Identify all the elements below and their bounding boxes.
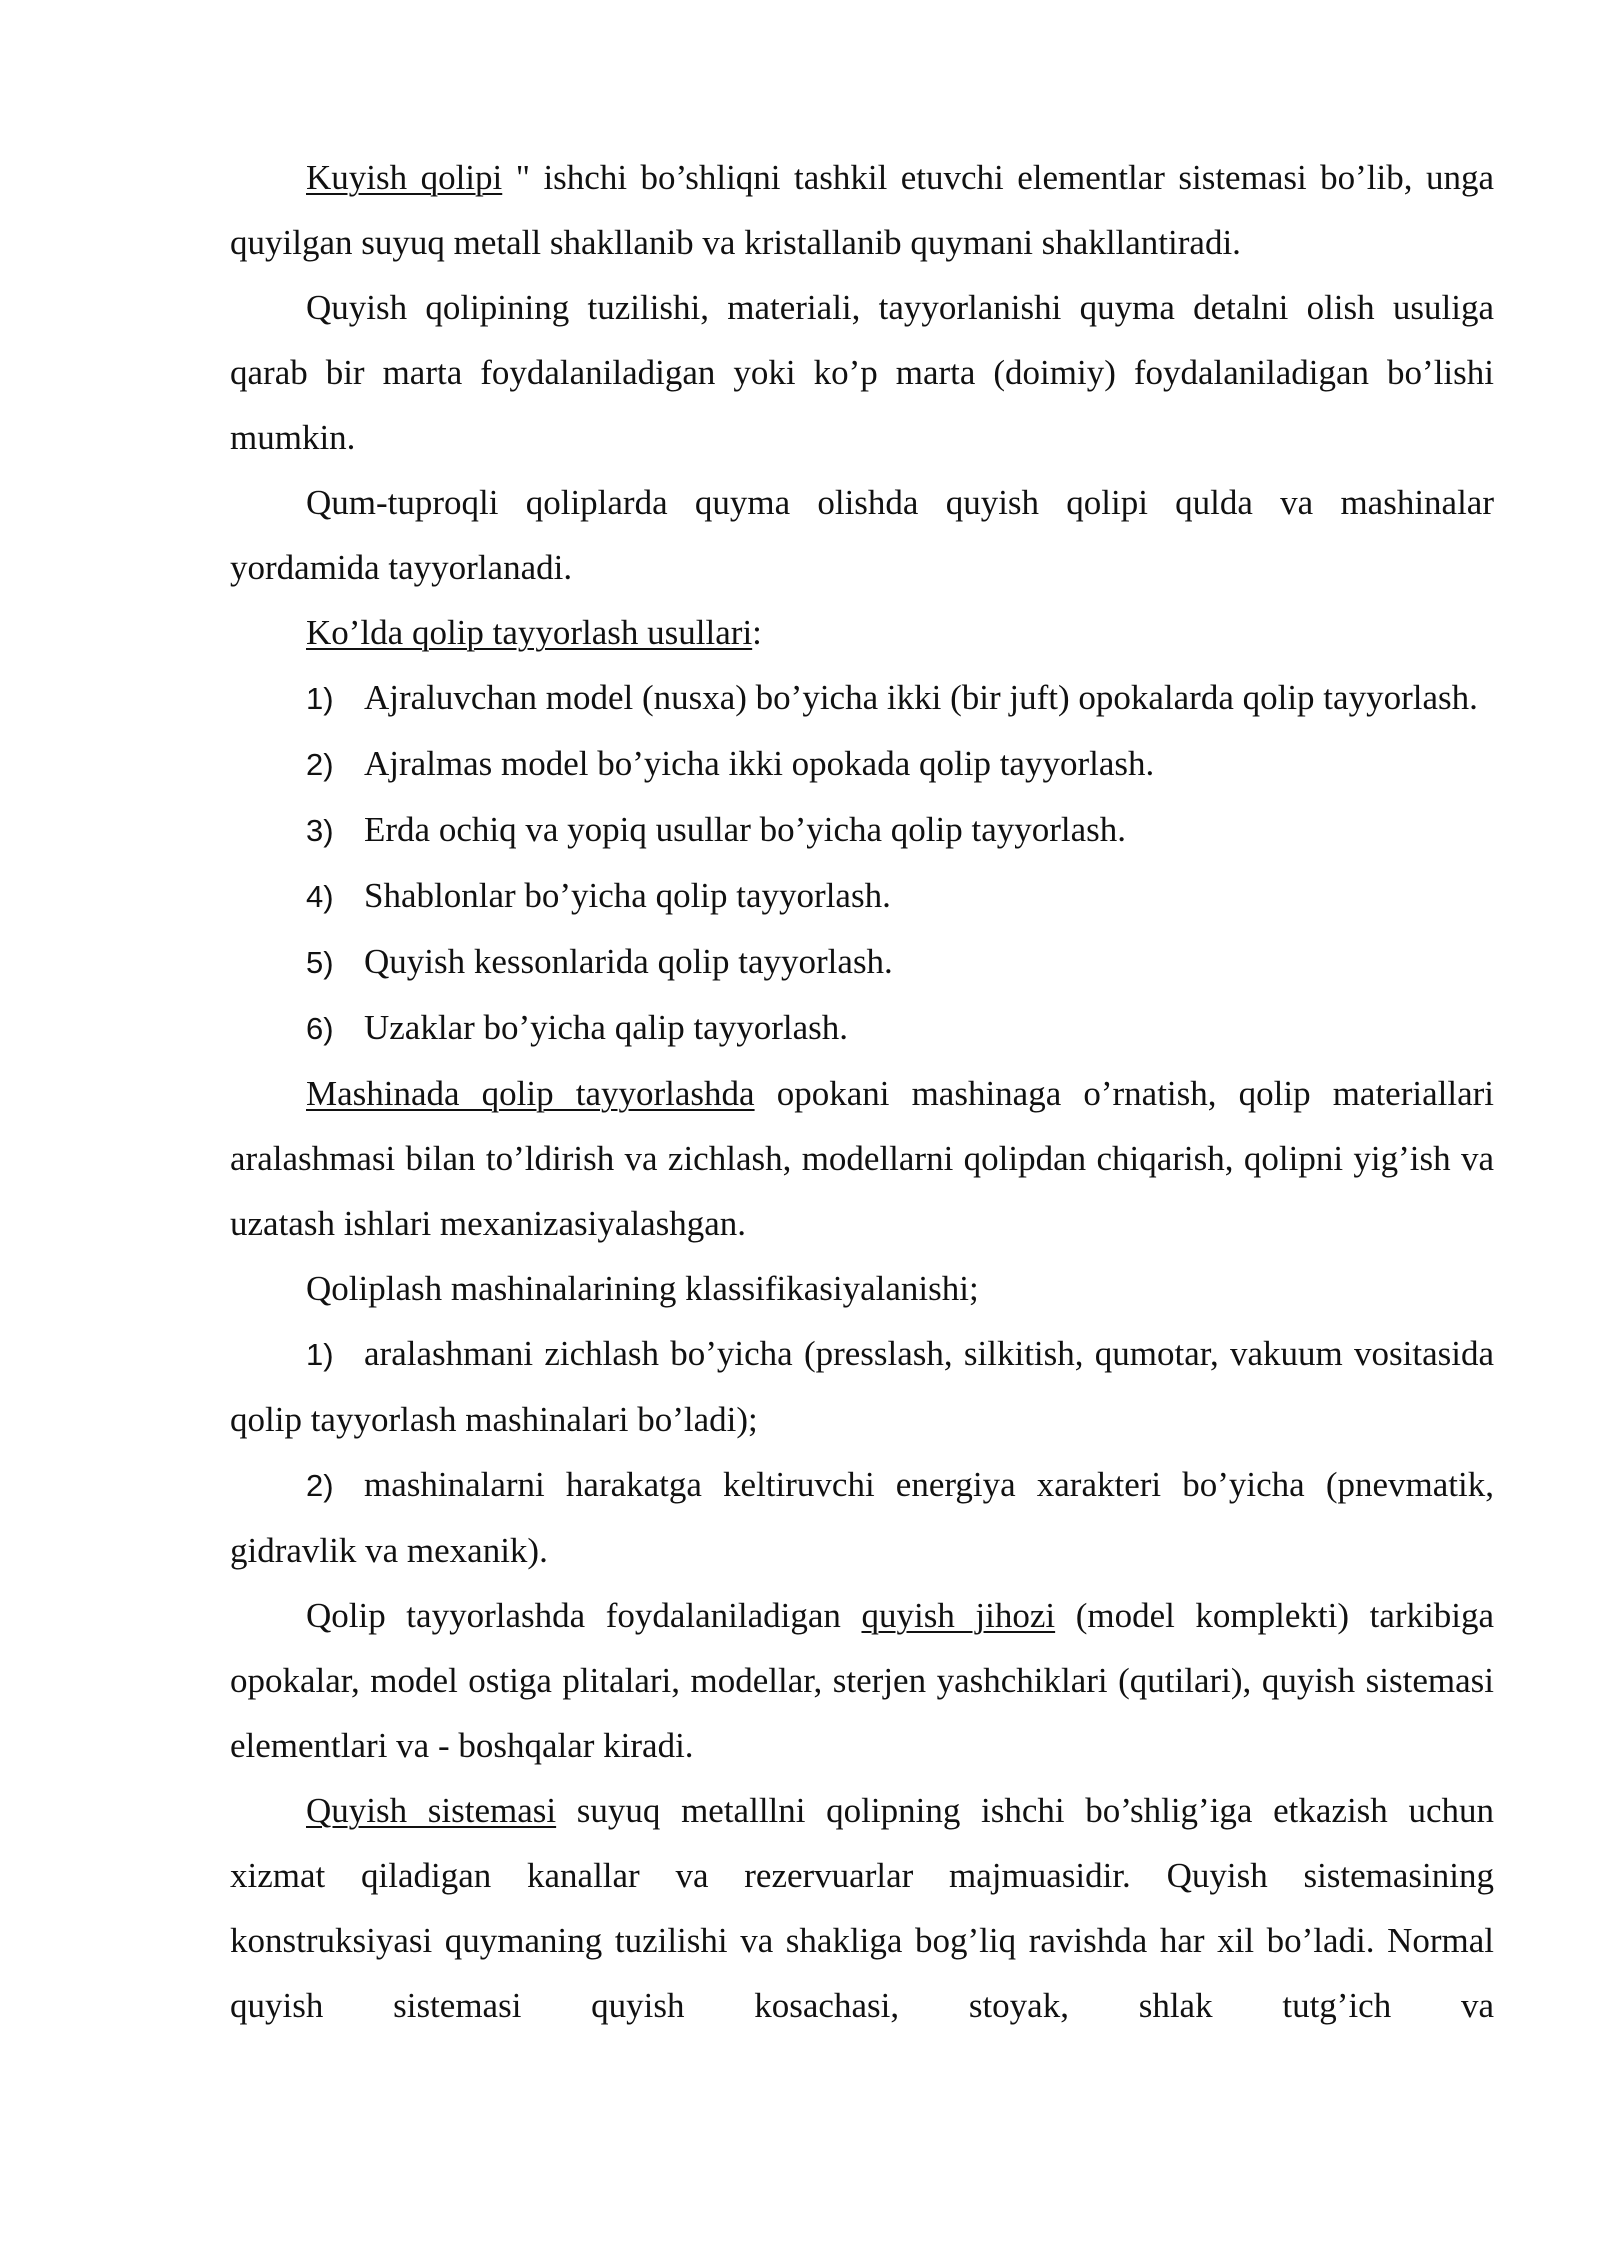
paragraph-gating-system [230, 1778, 1494, 2038]
paragraph-classification-heading: Qoliplash mashinalarining klassifikasiyalanishi; [306, 1269, 979, 1308]
list-item-text: Ajralmas model bo’yicha ikki opokada qolip tayyorlash. [364, 744, 1155, 783]
list-item [230, 929, 1494, 995]
paragraph-casting-equipment [230, 1583, 1494, 1778]
list-number: 4) [306, 879, 334, 914]
list-item-text: Uzaklar bo’yicha qalip tayyorlash. [364, 1008, 848, 1047]
list-item-text: Ajraluvchan model (nusxa) bo’yicha ikki (bir juft) opokalarda qolip tayyorlash. [364, 678, 1478, 717]
term-manual-molding-methods: Ko’lda qolip tayyorlash usullari [306, 613, 753, 652]
list-number: 2) [306, 747, 334, 782]
list-item [230, 1321, 1494, 1452]
paragraph-text: (model komplekti) tarkibiga opokalar, model ostiga plitalari, modellar, sterjen yashchiklari (qutilari), quyish sistemasi elementlari va - boshqalar kiradi. [230, 1596, 1494, 1765]
list-item [230, 797, 1494, 863]
document-page [230, 145, 1494, 2038]
list-number: 6) [306, 1011, 334, 1046]
list-item [230, 731, 1494, 797]
term-machine-molding: Mashinada qolip tayyorlashda [306, 1074, 755, 1113]
term-casting-equipment: quyish jihozi [861, 1596, 1056, 1635]
list-item-text: Shablonlar bo’yicha qolip tayyorlash. [364, 876, 891, 915]
list-item [230, 995, 1494, 1061]
list-item-text: Quyish kessonlarida qolip tayyorlash. [364, 942, 893, 981]
paragraph-text: suyuq metalllni qolipning ishchi bo’shlig’iga etkazish uchun xizmat qiladigan kanallar va rezervuarlar majmuasidir. Quyish sistemasining konstruksiyasi quymaning tuzilishi va shakliga bog’liq ravishda har xil bo’ladi. Normal quyish sistemasi quyish kosachasi, stoyak, shlak tutg’ich va [230, 1791, 1494, 2025]
list-item [230, 1452, 1494, 1583]
paragraph-text: : [752, 613, 762, 652]
paragraph-text: Qolip tayyorlashda foydalaniladigan [306, 1596, 862, 1635]
list-item [230, 665, 1494, 731]
list-number: 5) [306, 945, 334, 980]
paragraph-text: opokani mashinaga o’rnatish, qolip materiallari aralashmasi bilan to’ldirish va zichlash, modellarni qolipdan chiqarish, qolipni yig’ish va uzatash ishlari mexanizasiyalashgan. [230, 1074, 1494, 1243]
paragraph-text: " ishchi bo’shliqni tashkil etuvchi elementlar sistemasi bo’lib, unga quyilgan suyuq metall shakllanib va kristallanib quymani shakllantiradi. [230, 158, 1494, 262]
list-number: 3) [306, 813, 334, 848]
list-item-text: Erda ochiq va yopiq usullar bo’yicha qolip tayyorlash. [364, 810, 1127, 849]
paragraph-mold-structure: Quyish qolipining tuzilishi, materiali, tayyorlanishi quyma detalni olish usuliga qarab bir marta foydalaniladigan yoki ko’p marta (doimiy) foydalaniladigan bo’lishi mumkin. [230, 288, 1494, 457]
paragraph-mold-definition [230, 145, 1494, 275]
list-number: 2) [306, 1468, 334, 1503]
term-gating-system: Quyish sistemasi [306, 1791, 557, 1830]
paragraph-manual-methods-heading [230, 600, 1494, 665]
list-item-text: mashinalarni harakatga keltiruvchi energiya xarakteri bo’yicha (pnevmatik, gidravlik va mexanik). [230, 1465, 1494, 1570]
list-number: 1) [306, 1337, 334, 1372]
list-item [230, 863, 1494, 929]
paragraph-sand-clay-molds: Qum-tuproqli qoliplarda quyma olishda quyish qolipi qulda va mashinalar yordamida tayyorlanadi. [230, 483, 1494, 587]
list-number: 1) [306, 681, 334, 716]
paragraph-machine-molding [230, 1061, 1494, 1256]
list-item-text: aralashmani zichlash bo’yicha (presslash, silkitish, qumotar, vakuum vositasida qolip tayyorlash mashinalari bo’ladi); [230, 1334, 1494, 1439]
term-kuyish-qolipi: Kuyish qolipi [306, 158, 503, 197]
